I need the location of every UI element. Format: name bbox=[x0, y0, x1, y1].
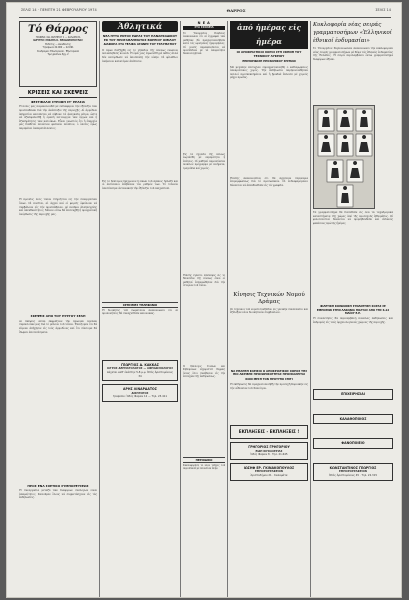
advertisement bbox=[230, 463, 308, 481]
article-body: Εἰς τά σχολεῖα τῆς πόλεως ἐωρτάσθη μέ λαμπρότητα ἡ ἐπέτειος. Οἱ μαθηταί παρουσίασαν ποικίλον πρόγραμμα μέ ποιήματα, τραγούδια καί χορούς. bbox=[183, 153, 225, 170]
page-header bbox=[7, 3, 401, 17]
article-body: Μέ μεγάλην ἐπιτυχίαν ἐπραγματοποιήθη ὁ καθιερωμένος ἀποκριάτικος χορός. Τήν ἐκδήλωσιν παρηκολούθησαν πολλοί προσκεκλημένοι καί ἡ βραδυά ἔκλεισε μέ χορούς μέχρι πρωΐας. bbox=[230, 65, 308, 80]
article-subhead: ΣΚΕΨΕΙΣ ΑΠΟ ΤΟΥ ΠΥΡΓΟΥ ΣΕΛΗ bbox=[30, 314, 86, 319]
column-rule bbox=[310, 21, 311, 597]
ad-title: ΕΠΙΧΕΙΡΗΣΙΑΙ bbox=[341, 392, 365, 397]
ad-title: ΓΕΩΡΓΙΟΣ Δ. ΚΑΚΚΑΣ bbox=[121, 362, 159, 367]
column-5 bbox=[313, 21, 393, 597]
article-body: Ἐπίσης ἀνακοινοῦται ὅτι θά ἀρχίσουν σεμινάρια ἐπιμορφώσεως διά τό προσωπικόν. Οἱ ἐνδιαφερόμενοι δύνανται νά ἀπευθυνθοῦν εἰς τά γραφεῖα. bbox=[230, 176, 308, 187]
ad-subtitle: ΙΑΤΡΟΣ ΔΕΡΜΑΤΟΛΟΓΟΣ — ΑΦΡΟΔΙΣΙΟΛΟΓΟΣ bbox=[106, 367, 174, 371]
advertisement bbox=[102, 384, 178, 402]
ad-text: Γραφεῖον: Ὁδός Φαρῶν 12 — Τηλ. 23.411 bbox=[112, 395, 168, 399]
advertisement bbox=[313, 463, 393, 481]
section-logo: Ν Ε Α bbox=[197, 21, 211, 25]
column-rule bbox=[227, 21, 228, 597]
column-headline: ΚΡΙΣΕΙΣ ΚΑΙ ΣΚΕΨΕΙΣ bbox=[19, 89, 97, 98]
column-1 bbox=[19, 21, 97, 597]
stamps-image bbox=[314, 106, 376, 210]
article-subhead: ΕΠΙΜΟΡΦΩΣΗ ΠΡΟΣΩΠΙΚΟΥ ΣΠΙΤΙΩΝ bbox=[242, 59, 296, 63]
column-2 bbox=[102, 21, 178, 597]
article-title-large: Κίνησις Τεχνικών Νομού Δράμας bbox=[233, 291, 305, 305]
sports-logo: Ἀθλητικά bbox=[102, 21, 178, 32]
header-left: ΣΕΛΙΣ 14 · ΠΕΜΠΤΗ 21 ΦΕΒΡΟΥΑΡΙΟΥ 1974 bbox=[21, 8, 97, 12]
article-headline: ΝΑ ΕΠΑΡΘΗ ΚΛΕΙΣΙΟ Ο ΑΠΟΚΡΙΑΤΙΚΟΣ ΧΟΡΟΣ ΤΗΣ ΠΙΟ ΑΚΡΙΒΗΣ ΠΡΟΣΩΠΙΚΟΤΗΤΑΣ ΠΡΟΣΚΑΛΕΙΤΑΙ bbox=[230, 368, 308, 377]
article-headline: ΝΕΑ ΗΤΤΑ ΕΝΤΟΣ ΕΔΡΑΣ ΤΟΥ ΠΑΝΑΡΚΑΔΙΚΟΥ ΕΚ ΤΟΥ ΠΡΩΤΑΘΛΗΜΑΤΟΣ ΒΟΡΕΙΟΥ ΟΜΙΛΟΥ bbox=[102, 34, 178, 42]
ad-title: ΙΩΣΗΦ ΕΡ. ΓΚΙΝΑΚΟΠΟΥΛΟΣ bbox=[243, 465, 295, 470]
article-headline: ΔΙΑΦΟΡΑ ΣΤΑ ΤΕΛΙΚΑ ΑΓΩΝΕΣ ΤΟΥ ΤΡΑΥΜΑΤΙΟΥ bbox=[103, 42, 177, 46]
advertisement bbox=[313, 414, 393, 425]
article-body: Ἡ ἐκδήλωσις θά πραγματοποιηθῇ τήν προσεχῆ Κυριακήν εἰς τήν αἴθουσαν τοῦ Συλλόγου. bbox=[230, 383, 308, 390]
masthead-title: Τό Θάρρος bbox=[27, 24, 89, 35]
article-body: Τά γραμματόσημα θά διατεθοῦν εἰς ὅλα τά ταχυδρομικά καταστήματα τῆς χώρας ἀπό τῆς προσεχοῦς ἑβδομάδος. Οἱ φιλοτελισταί δύνανται νά προμηθευθοῦν καί εἰδικούς φακέλους πρώτης ἡμέρας. bbox=[313, 211, 393, 225]
ad-subtitle: ΕΜΠΟΡΟΡΡΑΦΕΙΟΝ bbox=[255, 470, 283, 474]
header-title: ΘΑΡΡΟΣ bbox=[226, 7, 246, 13]
header-rule bbox=[19, 17, 391, 18]
article-body: Ἐπίσης ἐγένετο ἐπίσκεψις εἰς τό Μουσεῖον τῆς πόλεως ὅπου οἱ μαθηταί ἐνημερώθησαν διά τήν ἱστορίαν τοῦ τόπου. bbox=[183, 274, 225, 288]
section-banner: ἀπό ἡμέρας εἰς ἡμέρα bbox=[230, 21, 308, 49]
ad-subtitle: ΕΜΠΟΡΟΡΡΑΦΕΙΟΝ bbox=[339, 470, 367, 474]
article-subhead: ΚΟΙΝ ΜΕΣΗ ΤΟΝ ΠΡΟΤΥΠΟ ΣΠΙΤΙ bbox=[245, 378, 293, 382]
article-headline: Κυκλοφορία νέας σειράς γραμματοσήμων «Ἑλληνικοί ἐθνικοί ἐνδυμασίαι» bbox=[313, 22, 392, 44]
masthead-line: Τιμή φύλλου δρχ. 2 bbox=[47, 53, 69, 57]
article-body: Ἡ πόλις μας παρακολουθεῖ μέ ἐνδιαφέρον τήν ἐξέλιξιν τῶν προσπαθειῶν διά τήν ἀνάπτυξιν τῆς περιοχῆς. Αἱ ἀρμόδιαι ὑπηρεσίαι καλοῦνται νά λάβουν τά ἀναγκαῖα μέτρα, ὥστε νά ἐξασφαλισθῇ ἡ ὁμαλή λειτουργία τῶν ἔργων καί ἡ ἐξυπηρέτησις τῶν κατοίκων. Εἶναι γνωστόν ὅτι ἡ ἐπαρχία μας διαθέτει πλούσιον φυσικόν πλοῦτον, ὁ ὁποῖος ὅμως παραμένει ἀνεκμετάλλευτος. bbox=[19, 105, 97, 130]
ad-title: ΕΚΠΛΗΞΕΙΣ - ΕΚΠΛΗΞΕΙΣ ! bbox=[238, 429, 300, 434]
box-title: ΠΕΡΙΟΔΙΚΟ bbox=[183, 457, 225, 463]
header-right: ΣΕΛΙΣ 14 bbox=[375, 8, 391, 12]
ad-text: Ὁδός Φαρῶν 8 · Τηλ. 21.645 bbox=[250, 453, 288, 457]
article-body: Ὁ Σύλλογος Γονέων καί Κηδεμόνων εὐχαριστεῖ θερμῶς ὅλους ὅσοι συνέβαλον εἰς τήν ἐπιτυχίαν τῆς ἐκδηλώσεως. bbox=[183, 365, 225, 379]
ad-title: ΦΑΝΟΠΟΙΕΙΟ bbox=[341, 441, 365, 446]
advertisement bbox=[230, 442, 308, 460]
ad-title: ΓΡΗΓΟΡΙΟΣ ΓΡΗΓΟΡΙΟΥ bbox=[248, 445, 290, 449]
ad-text: Ἀριστοδήμου 21 · Καλαμάτα bbox=[250, 473, 288, 477]
section-logo: ΣΤΑ ΣΧΟΛΕΙΑ bbox=[183, 26, 225, 30]
column-4 bbox=[230, 21, 308, 597]
article-headline: ΦΙΛΕΤΙΚΗ ΚΟΙΝΩΝΙΚΗ ΣΥΝΑΝΤΗΣΗ ΧΟΡΑΣ ΣΕ ΕΜΠΟΡΩΝ ΣΤΗΝ ΛΑΚΩΝΙΑ ΠΟΛΥΑΣ ΑΠΟ ΤΗΣ 6-12 ΜΑΪΟΥ Ε.Ε. bbox=[316, 305, 390, 316]
ad-text: Ὁδός Ἀριστομένους 45 · Τηλ. 22.315 bbox=[328, 474, 377, 478]
stamp-illustration bbox=[313, 105, 375, 209]
column-rule bbox=[180, 21, 181, 597]
ad-title: ΚΩΝΣΤΑΝΤΙΝΟΣ ΓΕΩΡΓΙΟΣ bbox=[329, 465, 377, 470]
article-body: Τό Ὑπουργεῖον Παιδείας ἀνακοινώνει ὅτι αἱ ἐγγραφαί τῶν μαθητῶν θά πραγματοποιηθοῦν κατά τάς ὡρισμένας ἡμερομηνίας. Οἱ γονεῖς παρακαλοῦνται νά προσέλθουν μέ τά ἀπαραίτητα δικαιολογητικά. bbox=[183, 32, 225, 56]
article-body: Ἡ συνάντησις θά περιλαμβάνῃ ποικίλας ἐκδηλώσεις καί ἐκδρομάς εἰς τούς ἀρχαιολογικούς χώρους τῆς περιοχῆς. bbox=[313, 317, 393, 324]
ad-title: ΑΡΗΣ ΛΙΝΑΡΔΑΤΟΣ bbox=[123, 387, 157, 392]
article-body: Εἰς τό δεύτερον ἡμίχρονον ἡ εἰκών τοῦ ἀγῶνος ἤλλαξε καί οἱ ἀντίπαλοι ἐπέβαλαν τόν ρυθμόν των. Τό τελικόν ἀποτέλεσμα ἀντανακλᾷ τήν ἐξέλιξιν τοῦ παιχνιδιοῦ. bbox=[102, 179, 178, 190]
column-3 bbox=[183, 21, 225, 597]
ad-subtitle: ΕΙΔΗ ΚΙΓΚΑΛΕΡΙΑΣ bbox=[255, 449, 283, 453]
article-subhead: ΦΕΣΤΙΒΑΛΙΣ ΣΤΡΟΦΗ ΣΤ' ΕΡΑΣΙΑ bbox=[30, 100, 86, 104]
masthead-line: Ἐκδότης — Διευθυντής bbox=[45, 42, 71, 46]
article-body: Αἱ σκέψεις αὗται ἐκφράζουν τήν ἀγωνίαν πολλῶν συμπολιτῶν μας διά τό μέλλον τοῦ τόπου. Ἐλπίζομεν ὅτι θά εὕρουν ἀπήχησιν εἰς τούς ἁρμοδίους καί ὅτι σύντομα θά ἴδωμεν ἀποτελέσματα. bbox=[19, 319, 97, 334]
masthead-line: ΓΡΑΦΕΙΑ: ΟΔ. ΦΙΛΙΠΠΟΥ 1 — ΚΑΛΑΜΑΤΑ bbox=[35, 36, 81, 39]
masthead-line: ΙΔΡΥΤΗΣ: ΜΙΧΑΗΛ Κ. ΘΕΟΔΩΡΟΠΟΥΛΟΣ bbox=[33, 39, 83, 43]
masthead-box bbox=[19, 21, 97, 87]
ad-subtitle: ΔΙΚΗΓΟΡΟΣ bbox=[131, 391, 149, 395]
article-body: Οἱ τεχνικοί τοῦ νομοῦ συνῆλθον εἰς γενικήν συνέλευσιν καί ἐξέλεξαν νέον διοικητικόν συμβούλιον. bbox=[230, 307, 308, 315]
advertisement bbox=[313, 389, 393, 400]
newspaper-page bbox=[6, 2, 402, 598]
masthead-line: Τηλέφωνα 22.000 — 22.091 bbox=[42, 46, 74, 50]
advertisement bbox=[230, 425, 308, 439]
ad-text: Δέχεται καθ' ἑκάστην 5-8 μ.μ. Ὁδός Ἀριστομένους 34 bbox=[107, 370, 173, 378]
article-body: Ὁ ἀγών διεξήχθη εἰς τό γήπεδον τῆς πόλεως ἐνώπιον πολυπληθοῦς κοινοῦ. Ἡ ὁμάς μας ἀγωνίσθη μέ πάθος ἀλλά δέν κατόρθωσε νά ἀποσπάσῃ τήν νίκην. Οἱ φίλαθλοι ἀνέμενον καλυτέραν ἀπόδοσιν. bbox=[102, 48, 178, 63]
ad-title: ΚΑΛΑΘΟΠΟΙΟΣ bbox=[339, 416, 367, 421]
article-body: Ἡ συνεργασία μεταξύ τῶν διαφόρων συλλόγων εἶναι ἀπαραίτητος. Καλοῦμεν ὅλους νά συμμετάσχουν εἰς τάς ἐκδηλώσεις. bbox=[19, 489, 97, 500]
article-body: Ἡ διοίκησις τοῦ σωματείου ἀνακοινώνει ὅτι αἱ προπονήσεις θά συνεχισθοῦν κανονικῶς. bbox=[102, 308, 178, 316]
article-body: Τό Ὑπουργεῖον Συγκοινωνιῶν ἀνακοινώνει τήν κυκλοφορίαν νέας σειρᾶς γραμματοσήμων μέ θέμα τάς ἐθνικάς ἐνδυμασίας τῆς Ἑλλάδος. Ἡ σειρά περιλαμβάνει ὀκτώ γραμματόσημα διαφόρων ἀξιῶν. bbox=[313, 47, 393, 61]
article-body: Κυκλοφόρησε τό νέον τεῦχος τοῦ περιοδικοῦ μέ πλουσίαν ὕλην. bbox=[183, 464, 225, 471]
advertisement bbox=[313, 438, 393, 449]
masthead-line: Συνδρομαί: Ἐσωτερικοῦ · Ἐξωτερικοῦ bbox=[37, 49, 79, 53]
advertisement bbox=[102, 360, 178, 381]
article-headline: ΟΙ ΑΠΟΚΡΙΑΤΙΚΟΙ ΧΟΡΟΙ ΣΤΗ ΣΚΗΝΗ ΤΟΥ ΤΕΧΝΙΚΟΥ ΛΥΚΕΙΟΥ bbox=[236, 50, 302, 58]
article-subhead: ΠΡΟΣ ΕΝΑ ΣΧΕΤΙΚΟ ΣΥΜΠΟΡΕΥΣΕΩΣ bbox=[27, 483, 89, 488]
column-rule bbox=[99, 21, 100, 597]
box-title: ΧΡΗΣΙΜΕΣ ΤΗΛΕΦΩΝΟΙ bbox=[102, 302, 178, 308]
article-body: Ἡ πρόοδος ἑνός τόπου στηρίζεται εἰς τήν συνεργασίαν ὅλων. Οἱ πολῖται, αἱ ἀρχαί καί οἱ φορεῖς ὀφείλουν νά συμβάλουν εἰς τήν προσπάθειαν, μέ πνεῦμα ἀλληλεγγύης καί ὑπευθυνότητος. Μόνον οὕτω θά ἐπιτευχθῇ ἡ πραγματική ἀνόρθωσις τῆς περιοχῆς μας. bbox=[19, 198, 97, 216]
